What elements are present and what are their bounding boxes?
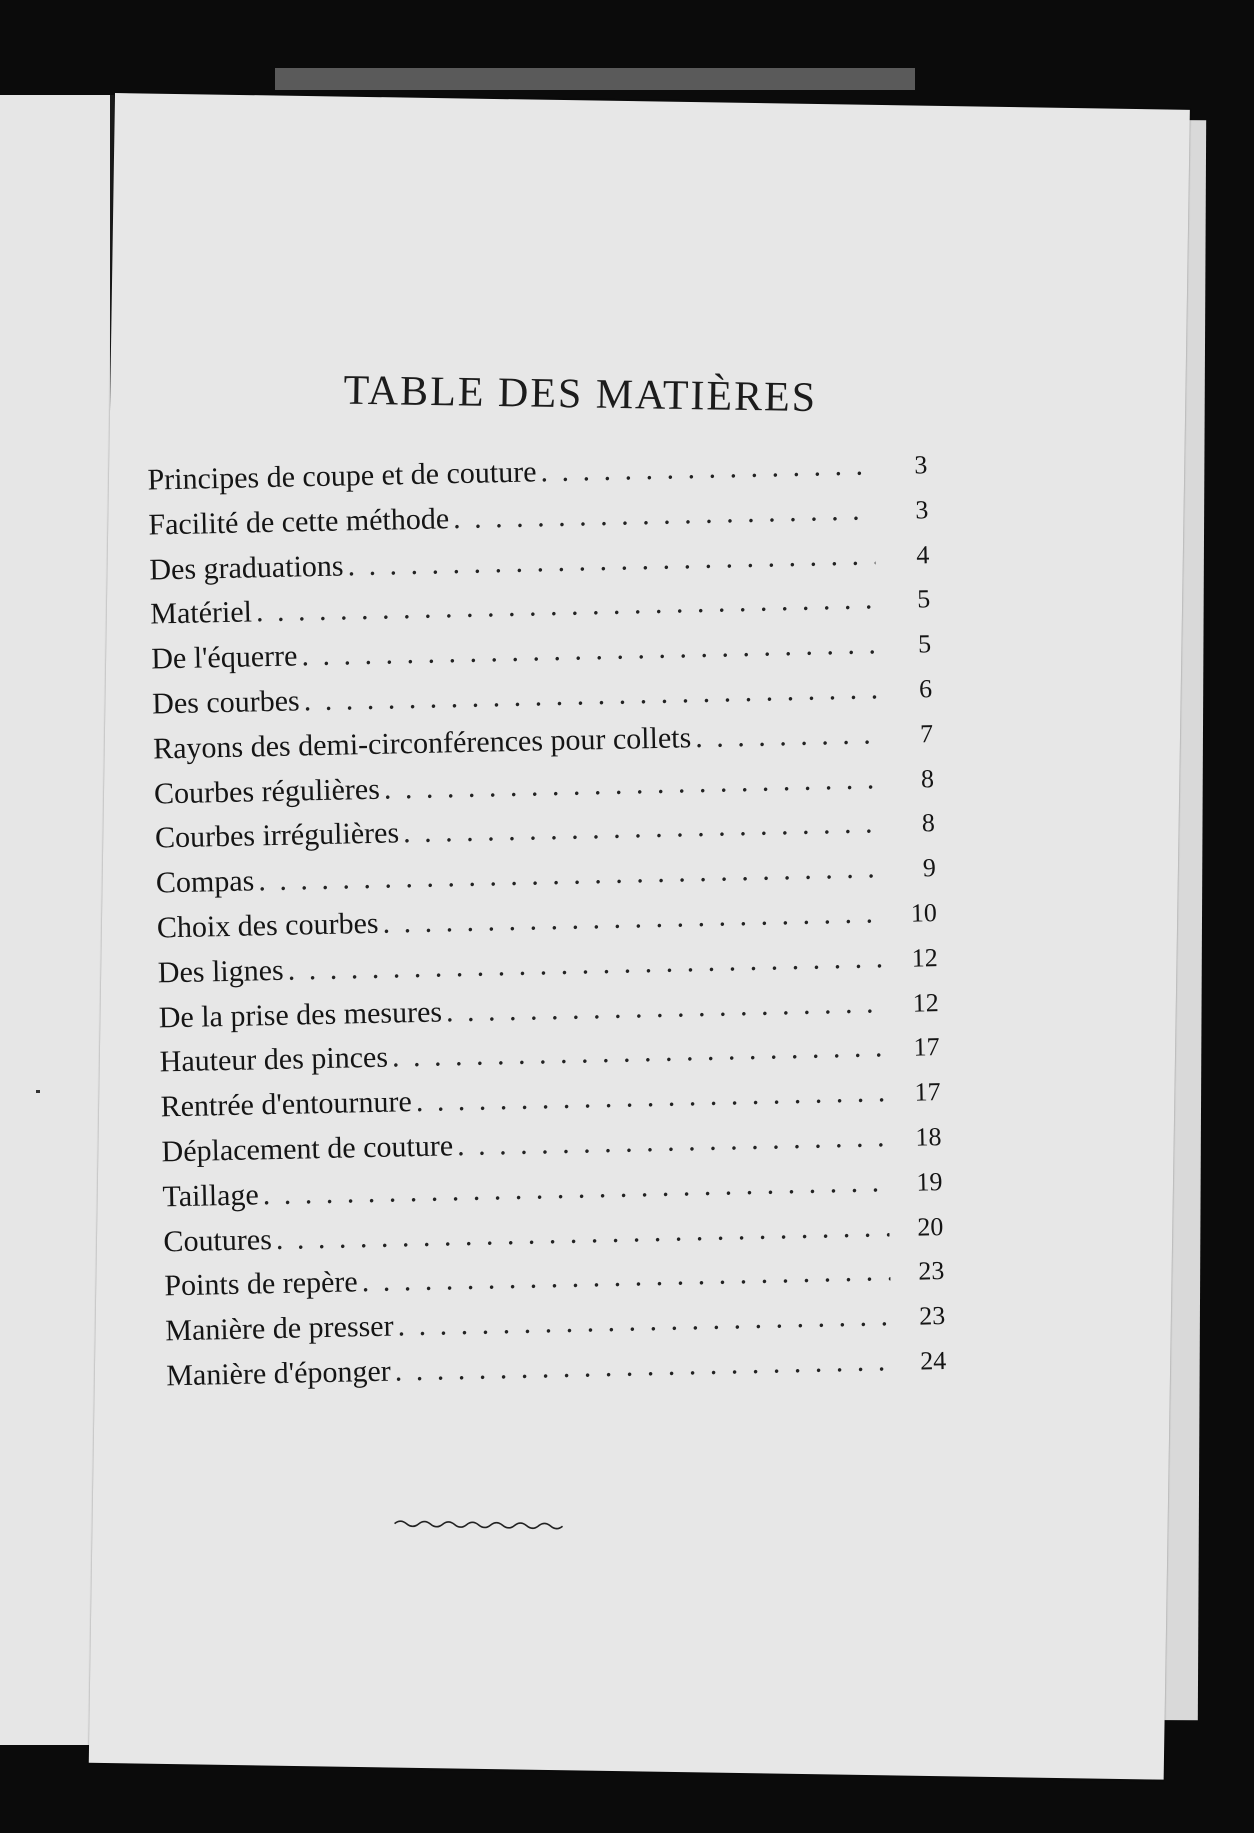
page-title: TABLE DES MATIÈRES bbox=[343, 367, 818, 422]
toc-entry-label: Déplacement de couture bbox=[161, 1129, 454, 1169]
toc-entry-page: 8 bbox=[921, 808, 936, 838]
toc-entry-label: De la prise des mesures bbox=[158, 995, 443, 1034]
toc-entry-page: 17 bbox=[914, 1077, 941, 1107]
toc-entry-page: 17 bbox=[913, 1032, 940, 1062]
wavy-line-ornament-icon bbox=[392, 1516, 572, 1533]
dot-leader bbox=[540, 448, 874, 489]
toc-entry-label: Des courbes bbox=[151, 684, 300, 721]
toc-entry-page: 12 bbox=[911, 942, 939, 973]
toc-entry-label: Courbes irrégulières bbox=[154, 816, 400, 855]
toc-entry-label: Compas bbox=[155, 864, 255, 900]
toc-entry-label: Des graduations bbox=[149, 549, 344, 587]
toc-entry-label: Points de repère bbox=[164, 1265, 359, 1303]
toc-entry-page: 3 bbox=[915, 495, 929, 525]
toc-entry-label: Taillage bbox=[162, 1178, 260, 1214]
toc-entry-page: 23 bbox=[918, 1301, 946, 1331]
toc-entry-page: 23 bbox=[917, 1256, 945, 1286]
toc-entry-page: 8 bbox=[920, 763, 935, 793]
toc-entry-page: 19 bbox=[916, 1166, 943, 1197]
book-page bbox=[89, 93, 1190, 1780]
toc-entry-label: Manière de presser bbox=[165, 1309, 394, 1348]
toc-entry-page: 12 bbox=[912, 987, 939, 1018]
toc-entry-label: Hauteur des pinces bbox=[159, 1041, 389, 1079]
toc-entry-page: 3 bbox=[914, 450, 928, 480]
toc-entry-page: 7 bbox=[919, 718, 934, 749]
toc-entry-label: Coutures bbox=[163, 1222, 273, 1258]
toc-entry-label: Rentrée d'entournure bbox=[160, 1085, 413, 1124]
toc-entry-label: Courbes régulières bbox=[153, 772, 381, 811]
toc-entry-label: Choix des courbes bbox=[156, 906, 379, 945]
toc-entry-label: Facilité de cette méthode bbox=[148, 502, 450, 542]
toc-entry-label: De l'équerre bbox=[150, 639, 298, 676]
toc-entry-label: Manière d'éponger bbox=[165, 1354, 392, 1393]
toc-entry-label: Matériel bbox=[149, 595, 253, 631]
toc-entry-page: 6 bbox=[918, 674, 933, 704]
table-of-contents bbox=[147, 447, 947, 1404]
toc-entry-page: 20 bbox=[917, 1211, 944, 1242]
toc-entry-page: 24 bbox=[919, 1345, 947, 1376]
toc-entry-page: 10 bbox=[910, 898, 938, 928]
toc-entry-page: 4 bbox=[915, 539, 930, 570]
toc-entry-page: 5 bbox=[917, 629, 932, 659]
toc-entry-label: Principes de coupe et de couture bbox=[147, 455, 537, 497]
toc-entry-label: Des lignes bbox=[157, 953, 284, 990]
binding-strip bbox=[275, 68, 915, 90]
dot-leader bbox=[695, 717, 880, 755]
toc-entry-page: 18 bbox=[915, 1122, 942, 1152]
toc-entry-label: Rayons des demi-circonférences pour collets bbox=[152, 721, 692, 766]
toc-entry-page: 9 bbox=[922, 853, 937, 883]
page-speck bbox=[36, 1090, 40, 1093]
toc-entry-page: 5 bbox=[916, 584, 931, 614]
